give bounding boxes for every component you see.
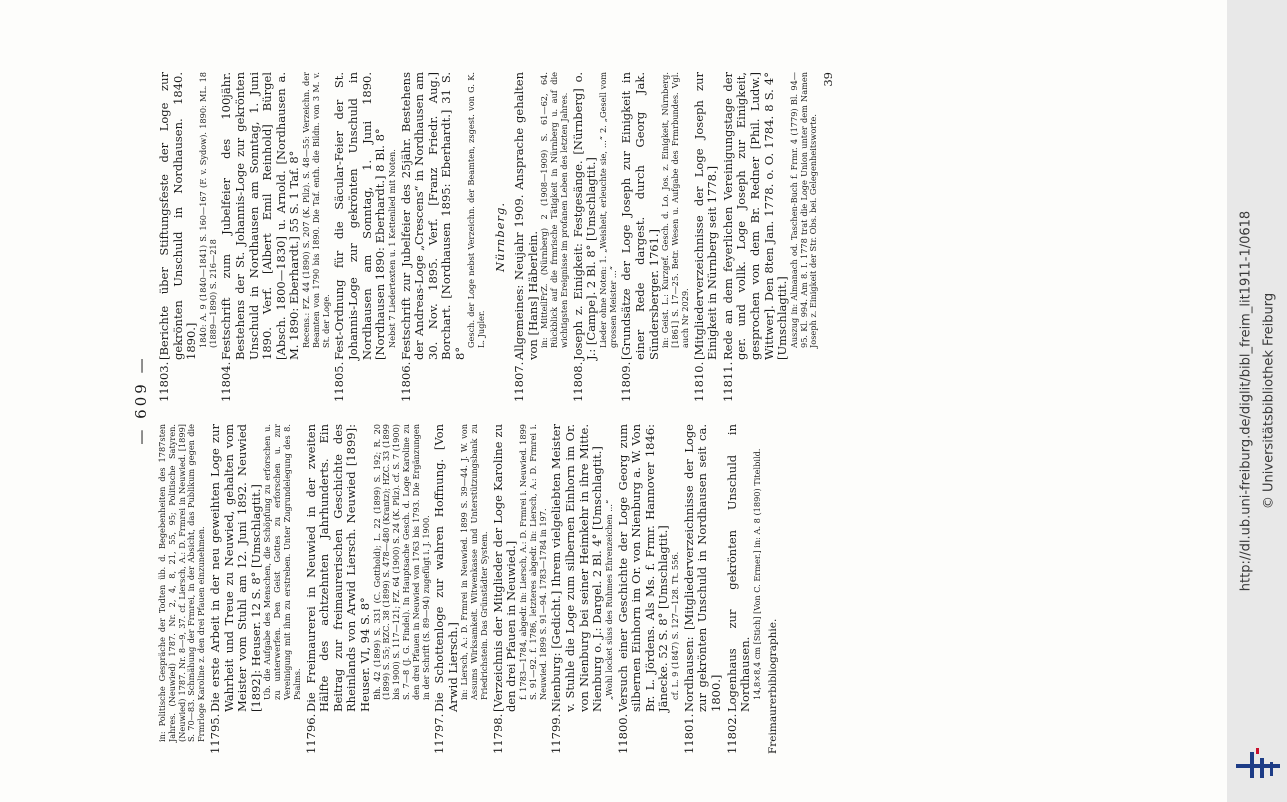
bibliography-entry [683, 424, 724, 754]
bibliography-entry [220, 72, 331, 402]
entry-note: Bh. 42 (1899) S. 331 (C. Gotthold); L. 22 (1899) S. 192; R. 20 (1899) S. 55; BZC. 38 (1899) S. 478—480 (Krantz); HZC. 33 (1899 bis 1900) S. 117—121; FZ. 64 (1900) S. 24 (K. Pilz). cf. S. 7 (1900) S. 7—8 (J. G. Findel). In Hauptsache Gesch. d. Loge Karoline zu den drei Pfauen in Neuwied von 1763 bis 1793. Die Ergänzungen in der Schrift (S. 89—94) zugefügt i. J. 1900. [371, 424, 431, 700]
rotated-book-page [128, 20, 1188, 780]
entry-number: 11805. [332, 361, 347, 402]
entry-number: 11801. [681, 713, 696, 754]
entry-note: cf. L. 9 (1847) S. 127—128. Tt. 556. [670, 551, 680, 700]
entry-number: 11802. [724, 713, 739, 754]
bibliography-entry [620, 72, 690, 402]
entry-note: Lieder ohne Noten: 1. „Weisheit, erleuchte sie, ...“ 2. „Gesell vom grossen Meister ...“ [597, 72, 618, 348]
entry-note: in: Liersch, A.: D. Frmrei in Neuwied. 1899 S. 39—44. J. W. von Assums Wirksamkeit. Witwenkasse und Unterstützungsbank zu Friedrichstein. Das Grünstädter System. [459, 424, 490, 700]
bibliography-entry [722, 72, 819, 402]
entry-note: f. 1783—1784, abgedr. in: Liersch, A.: D. Frmrei i. Neuwied. 1899 S. 91—92. f. 1786, letzteres abgedr. in: Liersch, A.: D. Frmrei i. Neuwied. 1899 S. 91—94. 1783—1784 in 197. [518, 424, 548, 700]
entry-note: Auszug in: Almanach od. Taschen-Buch f. Frmr. 4 (1779) Bl. 94—95. Kl. 994. Am 8. I. 1778 trat die Loge Union unter dem Namen Joseph z. Einigkeit der Str. Obs. bei. Gelegenheitsworte. [788, 72, 819, 348]
entry-title: Nienburg: [Gedicht.] Ihrem vielgeliebten Meister v. Stuhle die Loge zum silbernen Einhorn im Or. von Nienburg bei seiner Heimkehr in ihre Mitte. Nienburg o. J.: Dargel. 2 Bl. 4° [Umschlagtit.] [549, 424, 605, 712]
entry-title: Nordhausen: [Mitgliederverzeichnisse der Loge zur gekrönten Unschuld in Nordhausen seit ca. 1800.] [681, 424, 723, 712]
entry-number: 11810. [691, 361, 706, 402]
bibliography-entry [617, 424, 681, 754]
bibliography-entry [158, 424, 207, 754]
section-heading: Nürnberg. [493, 201, 508, 273]
running-footer: Freimaurerbibliographie. [766, 618, 779, 754]
copyright-notice: © Universitätsbibliothek Freiburg [1261, 292, 1277, 510]
entry-number: 11811. [720, 361, 735, 402]
entry-number: 11797. [432, 713, 447, 754]
entry-number: 11796. [303, 713, 318, 754]
entry-note: 1840: A. 9 (1840—1841) S. 160—167 (F. v. Sydow). 1890: ML. 18 (1889—1890) S. 216—218 [197, 72, 218, 348]
entry-note: Nebst 7 Liedertexten u. 1 Kettenlied mit Noten. [386, 149, 397, 348]
entry-title: Die Schottenloge zur wahren Hoffnung. [Von Arwid Liersch.] [432, 424, 460, 712]
bibliography-entry [400, 72, 488, 402]
entry-number: 11798. [490, 713, 505, 754]
entry-title: [Berichte über Stiftungsfeste der Loge zur gekrönten Unschuld in Nordhausen. 1840. 1890.] [157, 72, 199, 360]
bibliography-entry [209, 424, 303, 754]
entry-note: „Wohl locket süss des Ruhmes Ehrenzeichen ...“ [603, 499, 614, 700]
entry-title: Joseph z. Einigkeit: Festgesänge. [Nürnberg] o. J.: [Campe]. 2 Bl. 8° [Umschlagtit.] [570, 72, 599, 360]
entry-number: 11804. [219, 361, 234, 402]
entry-title: [Grundsätze der Loge Joseph zur Einigkeit in einer Rede dargest. durch Georg Jak. Sündersberger. 1761.] [619, 72, 661, 360]
bibliography-entry [572, 72, 619, 402]
signature-mark: 39 [821, 72, 836, 87]
right-column [158, 72, 835, 402]
entry-number: 11800. [615, 713, 630, 754]
entry-title: Festschrift zur Jubelfeier des 25jähr. Bestehens der Andreas-Loge „Crescens“ in Nordhausen am 30. Nov. 1895. Verf. [Franz Friedr. Aug.] Borchart. [Nordhausen 1895: Eberhardt.] 31 S. 8° [398, 72, 467, 360]
bibliography-entry [550, 424, 614, 754]
entry-title: Allgemeines: Neujahr 1909. Ansprache gehalten von [Hans] Häberlein. [512, 72, 540, 360]
left-column [158, 424, 779, 754]
bibliography-entry [492, 424, 549, 754]
entry-title: Festschrift zum Jubelfeier des 100jähr. Bestehens der St. Johannis-Loge zur gekrönten Unschuld in Nordhausen am Sonntag, 1. Juni 1890. Verf. [Albert Emil Reinhold] Bürgel [Absch. 1800—1830] u. Arnold. [Nordhausen a. M. 1890: Eberhardt.] 55 S. 1 Taf. 8° [219, 72, 302, 360]
entry-number: 11795. [207, 713, 222, 754]
entry-note: in: Politische Gespräche der Todten üb. d. Begebenheiten des 1787sten Jahres. (Neuwied) 1787. Nr. 2, 4, 8, 21, 55, 95; Politische Satyren. (Neuwied) 1787. Nr. 8—9, 37. cf. Liersch, A.: D. Frmrei in Neuwied. [1899] S. 70—83. Schmähung der Frmrei, in der Absicht, das Publikum gegen die Frmrloge Karoline z. den drei Pfauen einzunehmen. [157, 424, 207, 742]
entry-note: Gesch. der Loge nebst Verzeichn. der Beamten, zsgest. von G. K. L. Jugler. [466, 72, 487, 348]
bibliography-entry [333, 72, 397, 402]
entry-title: Fest-Ordnung für die Säcular-Feier der St. Johannis-Loge zur gekrönten Unschuld in Nordhausen am Sonntag, 1. Juni 1890. [Nordhausen 1890: Eberhardt.] 8 Bl. 8° [332, 72, 388, 360]
page-number: — 609 — [132, 355, 150, 445]
bibliography-entry [305, 424, 432, 754]
entry-number: 11808. [570, 361, 585, 402]
entry-note: Ub. die Aufgabe des Menschen, die Schöpfung zu erforschen u. zu unterwerfen. Den Geist Gottes zu erforschen u. zur Vereinigung mit ihm zu erstreben. Unter Zugrundelegung des 8. Psalms. [262, 424, 302, 700]
entry-note: Recens.: FZ. 44 (1890) S. 207 (K. Pilz). S. 48—55: Verzeichn. der Beamten von 1790 bis 1890. Die Taf. enth. die Bildn. von 3 M. v. St. der Loge. [300, 72, 331, 348]
entry-number: 11806. [398, 361, 413, 402]
entry-title: [Mitgliederverzeichnisse der Loge Joseph zur Einigkeit in Nürnberg seit 1778.] [691, 72, 720, 360]
entry-number: 11799. [549, 713, 564, 754]
bibliography-entry [693, 72, 720, 402]
viewer-sidebar [1227, 0, 1287, 802]
bibliography-entry [158, 72, 218, 402]
permalink-url[interactable]: http://dl.ub.uni-freiburg.de/diglit/bibl_freim_lit1911-1/0618 [1238, 210, 1254, 592]
bibliography-entry [513, 72, 570, 402]
bibliography-entry [726, 424, 763, 754]
entry-title: [Verzeichnis der Mitglieder der Loge Karoline zu den drei Pfauen in Neuwied.] [490, 424, 519, 712]
entry-title: Versuch einer Geschichte der Loge Georg zum silbernen Einhorn im Or. von Nienburg a. W. Von Br. L. Jördens. Als Ms. f. Frmr. Hannover 1846: Jänecke. 52 S. 8° [Umschlagtit.] [615, 424, 671, 712]
entry-title: Logenhaus zur gekrönten Unschuld in Nordhausen. [724, 424, 753, 712]
entry-title: Rede an dem feyerlichen Vereinigungstage der ger. und vollk. Loge Joseph zur Einigkeit, gesprochen von dem Br. Redner [Phil. Ludw.] Wittwer]. Den 8ten Jan. 1778. o. O. 1784. 8 S. 4° [Umschlagtit.] [720, 72, 790, 360]
entry-number: 11807. [512, 361, 527, 402]
bibliography-entry [433, 424, 490, 754]
entry-note: 14,8×8,4 cm [Stich] [Von C. Ermer.] in: A. 8 (1890) Titelbild. [751, 448, 762, 700]
entry-number: 11803. [157, 361, 171, 402]
entry-note: in: MitteilFrZ. (Nürnberg) 2 (1908—1909) S. 61—62, 64. Rückblick auf die frmrische Tätigkeit in Nürnberg u. auf die wichtigsten Ereignisse im profanen Leben des letzten Jahres. [539, 72, 569, 348]
entry-number: 11809. [619, 361, 634, 402]
university-library-freiburg-logo-icon [1236, 748, 1280, 782]
entry-note: in: Geist. L.: Kurzgef. Gesch. d. Lo. Jos. z. Einigkeit, Nürnberg. [1861] S. 17—25. Betr. Wesen u. Aufgabe des Frmrbundes. Vgl. auch Nr 2029. [660, 72, 690, 348]
entry-title: Die Freimaurerei in Neuwied in der zweiten Hälfte des achtzehnten Jahrhunderts. Ein Beitrag zur freimaurerischen Geschichte des Rheinlands von Arwid Liersch. Neuwied [1899]: Heuser. VI, 94 S. 8° [303, 424, 372, 712]
entry-title: Die erste Arbeit in der neu geweihten Loge zur Wahrheit und Treue zu Neuwied, gehalten vom Meister vom Stuhl am 12. Juni 1892. Neuwied [1892]: Heuser. 12 S. 8° [Umschlagtit.] [207, 424, 263, 712]
